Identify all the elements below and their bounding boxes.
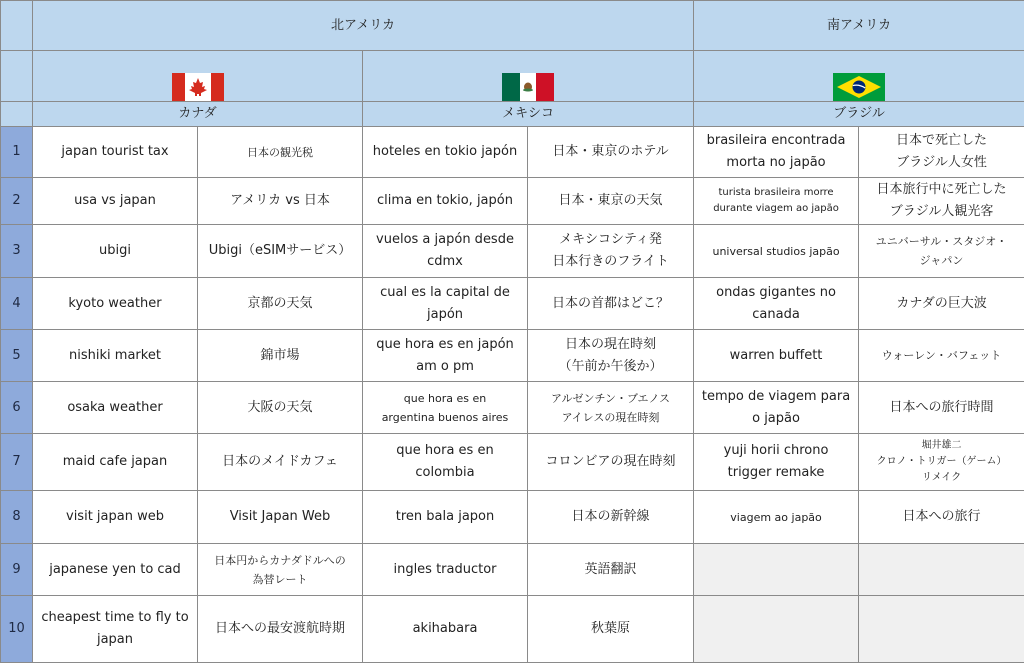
country-header-row bbox=[1, 102, 1024, 127]
brazil-query-cell[interactable]: viagem ao japão bbox=[694, 491, 859, 544]
canada-translation-cell[interactable]: 錦市場 bbox=[198, 330, 363, 382]
row-number[interactable]: 4 bbox=[1, 278, 33, 330]
mexico-query-cell[interactable]: akihabara bbox=[363, 596, 528, 663]
brazil-translation-cell[interactable]: 堀井雄二 クロノ・トリガー（ゲーム） リメイク bbox=[859, 434, 1024, 491]
brazil-translation-cell[interactable]: 日本で死亡した ブラジル人女性 bbox=[859, 127, 1024, 178]
canada-translation-cell[interactable]: 日本円からカナダドルへの 為替レート bbox=[198, 544, 363, 596]
canada-translation-cell[interactable]: 日本のメイドカフェ bbox=[198, 434, 363, 491]
brazil-query-cell[interactable]: ondas gigantes no canada bbox=[694, 278, 859, 330]
row-number[interactable]: 5 bbox=[1, 330, 33, 382]
canada-query-cell[interactable]: nishiki market bbox=[33, 330, 198, 382]
canada-query-cell[interactable]: usa vs japan bbox=[33, 178, 198, 225]
table-row bbox=[1, 178, 1024, 225]
empty-cell[interactable] bbox=[859, 544, 1024, 596]
brazil-translation-cell[interactable]: 日本への旅行 bbox=[859, 491, 1024, 544]
empty-cell[interactable] bbox=[859, 596, 1024, 663]
table-row bbox=[1, 596, 1024, 663]
canada-query-cell[interactable]: cheapest time to fly to japan bbox=[33, 596, 198, 663]
mexico-flag-icon bbox=[502, 73, 554, 101]
flag-row bbox=[1, 51, 1024, 102]
canada-query-cell[interactable]: kyoto weather bbox=[33, 278, 198, 330]
mexico-translation-cell[interactable]: 日本・東京の天気 bbox=[528, 178, 694, 225]
empty-cell[interactable] bbox=[694, 544, 859, 596]
mexico-query-cell[interactable]: que hora es en japón am o pm bbox=[363, 330, 528, 382]
corner-cell[interactable] bbox=[1, 102, 33, 127]
row-number[interactable]: 3 bbox=[1, 225, 33, 278]
canada-flag-icon bbox=[172, 73, 224, 101]
row-number[interactable]: 7 bbox=[1, 434, 33, 491]
mexico-translation-cell[interactable]: 日本の現在時刻 （午前か午後か） bbox=[528, 330, 694, 382]
mexico-query-cell[interactable]: que hora es en colombia bbox=[363, 434, 528, 491]
brazil-query-cell[interactable]: brasileira encontrada morta no japão bbox=[694, 127, 859, 178]
canada-translation-cell[interactable]: 日本への最安渡航時期 bbox=[198, 596, 363, 663]
brazil-flag-icon bbox=[833, 73, 885, 101]
mexico-translation-cell[interactable]: 秋葉原 bbox=[528, 596, 694, 663]
brazil-query-cell[interactable]: tempo de viagem para o japão bbox=[694, 382, 859, 434]
canada-query-cell[interactable]: ubigi bbox=[33, 225, 198, 278]
corner-cell[interactable] bbox=[1, 51, 33, 102]
table-row bbox=[1, 278, 1024, 330]
corner-cell[interactable] bbox=[1, 1, 33, 51]
country-mexico[interactable]: メキシコ bbox=[363, 102, 694, 127]
country-canada[interactable]: カナダ bbox=[33, 102, 363, 127]
brazil-translation-cell[interactable]: カナダの巨大波 bbox=[859, 278, 1024, 330]
region-south-america[interactable]: 南アメリカ bbox=[694, 1, 1024, 51]
canada-query-cell[interactable]: japan tourist tax bbox=[33, 127, 198, 178]
canada-query-cell[interactable]: visit japan web bbox=[33, 491, 198, 544]
mexico-translation-cell[interactable]: アルゼンチン・ブエノス アイレスの現在時刻 bbox=[528, 382, 694, 434]
brazil-translation-cell[interactable]: ウォーレン・バフェット bbox=[859, 330, 1024, 382]
brazil-query-cell[interactable]: turista brasileira morre durante viagem ao japão bbox=[694, 178, 859, 225]
mexico-translation-cell[interactable]: 日本の新幹線 bbox=[528, 491, 694, 544]
brazil-query-cell[interactable]: universal studios japão bbox=[694, 225, 859, 278]
mexico-translation-cell[interactable]: 日本・東京のホテル bbox=[528, 127, 694, 178]
canada-translation-cell[interactable]: 大阪の天気 bbox=[198, 382, 363, 434]
brazil-translation-cell[interactable]: ユニバーサル・スタジオ・ ジャパン bbox=[859, 225, 1024, 278]
mexico-query-cell[interactable]: clima en tokio, japón bbox=[363, 178, 528, 225]
country-brazil[interactable]: ブラジル bbox=[694, 102, 1024, 127]
table-row bbox=[1, 225, 1024, 278]
brazil-query-cell[interactable]: warren buffett bbox=[694, 330, 859, 382]
mexico-query-cell[interactable]: cual es la capital de japón bbox=[363, 278, 528, 330]
brazil-translation-cell[interactable]: 日本旅行中に死亡した ブラジル人観光客 bbox=[859, 178, 1024, 225]
mexico-query-cell[interactable]: vuelos a japón desde cdmx bbox=[363, 225, 528, 278]
mexico-translation-cell[interactable]: メキシコシティ発 日本行きのフライト bbox=[528, 225, 694, 278]
table-row bbox=[1, 330, 1024, 382]
mexico-query-cell[interactable]: tren bala japon bbox=[363, 491, 528, 544]
canada-flag-cell[interactable] bbox=[33, 51, 363, 102]
row-number[interactable]: 1 bbox=[1, 127, 33, 178]
mexico-query-cell[interactable]: que hora es en argentina buenos aires bbox=[363, 382, 528, 434]
table-row bbox=[1, 127, 1024, 178]
table-row bbox=[1, 544, 1024, 596]
brazil-query-cell[interactable]: yuji horii chrono trigger remake bbox=[694, 434, 859, 491]
mexico-flag-cell[interactable] bbox=[363, 51, 694, 102]
mexico-translation-cell[interactable]: 英語翻訳 bbox=[528, 544, 694, 596]
canada-translation-cell[interactable]: 日本の観光税 bbox=[198, 127, 363, 178]
row-number[interactable]: 6 bbox=[1, 382, 33, 434]
brazil-translation-cell[interactable]: 日本への旅行時間 bbox=[859, 382, 1024, 434]
empty-cell[interactable] bbox=[694, 596, 859, 663]
row-number[interactable]: 8 bbox=[1, 491, 33, 544]
row-number[interactable]: 10 bbox=[1, 596, 33, 663]
table-row bbox=[1, 382, 1024, 434]
canada-translation-cell[interactable]: Ubigi（eSIMサービス） bbox=[198, 225, 363, 278]
row-number[interactable]: 9 bbox=[1, 544, 33, 596]
region-header-row bbox=[1, 1, 1024, 51]
canada-translation-cell[interactable]: アメリカ vs 日本 bbox=[198, 178, 363, 225]
row-number[interactable]: 2 bbox=[1, 178, 33, 225]
table-row bbox=[1, 491, 1024, 544]
brazil-flag-cell[interactable] bbox=[694, 51, 1024, 102]
region-north-america[interactable]: 北アメリカ bbox=[33, 1, 694, 51]
canada-translation-cell[interactable]: 京都の天気 bbox=[198, 278, 363, 330]
canada-query-cell[interactable]: osaka weather bbox=[33, 382, 198, 434]
mexico-query-cell[interactable]: hoteles en tokio japón bbox=[363, 127, 528, 178]
mexico-translation-cell[interactable]: 日本の首都はどこ？ bbox=[528, 278, 694, 330]
mexico-query-cell[interactable]: ingles traductor bbox=[363, 544, 528, 596]
table-row bbox=[1, 434, 1024, 491]
canada-translation-cell[interactable]: Visit Japan Web bbox=[198, 491, 363, 544]
canada-query-cell[interactable]: maid cafe japan bbox=[33, 434, 198, 491]
mexico-translation-cell[interactable]: コロンビアの現在時刻 bbox=[528, 434, 694, 491]
canada-query-cell[interactable]: japanese yen to cad bbox=[33, 544, 198, 596]
